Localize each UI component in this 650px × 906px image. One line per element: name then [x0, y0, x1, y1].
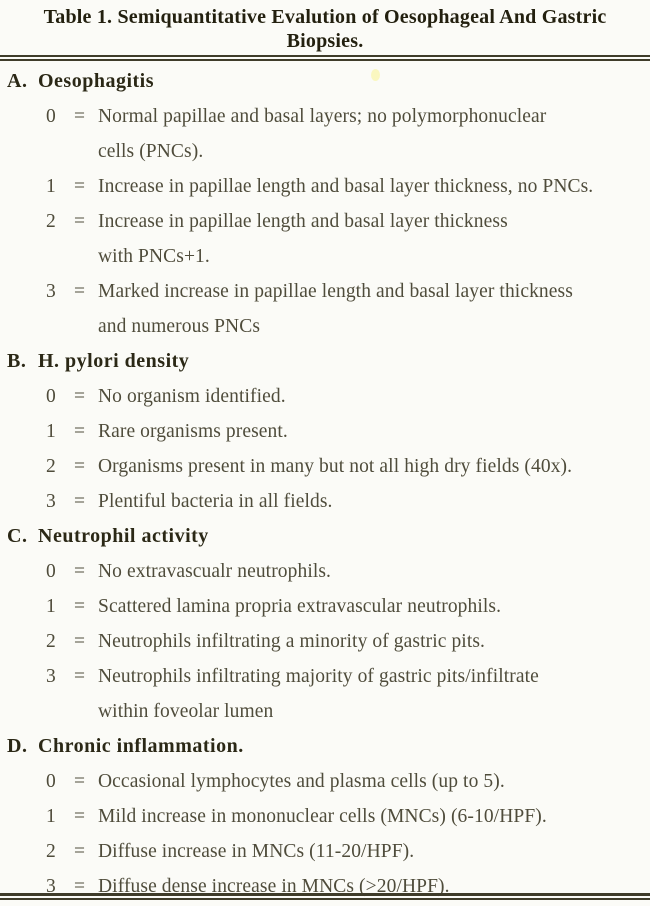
score-row: [0, 624, 650, 659]
score-description: Marked increase in papillae length and basal layer thickness: [98, 281, 573, 302]
score-value: 1: [46, 806, 56, 827]
section-heading-label: H. pylori density: [38, 350, 190, 372]
table-body: [0, 61, 650, 904]
score-row: [0, 799, 650, 834]
score-row: [0, 204, 650, 239]
score-description: Increase in papillae length and basal layer thickness, no PNCs.: [98, 176, 594, 197]
score-value: 3: [46, 666, 56, 687]
score-row: [0, 99, 650, 134]
score-value: 1: [46, 421, 56, 442]
score-description: within foveolar lumen: [98, 701, 274, 722]
score-description: Neutrophils infiltrating a minority of gastric pits.: [98, 631, 486, 652]
score-row: [0, 449, 650, 484]
table-title-line-1: Table 1. Semiquantitative Evalution of Oesophageal And Gastric: [43, 6, 607, 28]
score-description: cells (PNCs).: [98, 141, 204, 162]
score-row: [0, 554, 650, 589]
equals-sign: =: [74, 386, 86, 407]
score-row: [0, 834, 650, 869]
score-description: Organisms present in many but not all high dry fields (40x).: [98, 456, 573, 477]
equals-sign: =: [74, 841, 86, 862]
equals-sign: =: [74, 456, 86, 477]
score-row: [0, 414, 650, 449]
score-value: 1: [46, 176, 56, 197]
score-description: and numerous PNCs: [98, 316, 261, 337]
equals-sign: =: [74, 666, 86, 687]
score-description: Plentiful bacteria in all fields.: [98, 491, 333, 512]
score-row-continuation: [0, 134, 650, 169]
section-heading-label: Chronic inflammation.: [38, 735, 244, 757]
score-value: 1: [46, 596, 56, 617]
score-row-continuation: [0, 239, 650, 274]
section-heading: [0, 519, 650, 554]
scan-artifact-speck: [371, 69, 380, 81]
equals-sign: =: [74, 176, 86, 197]
score-value: 0: [46, 386, 56, 407]
section-h-pylori-density: [0, 344, 650, 519]
score-row: [0, 764, 650, 799]
section-heading: [0, 729, 650, 764]
score-description: with PNCs+1.: [98, 246, 210, 267]
section-letter: B.: [7, 350, 27, 372]
section-letter: C.: [7, 525, 28, 547]
score-row-continuation: [0, 694, 650, 729]
score-row: [0, 274, 650, 309]
score-row: [0, 484, 650, 519]
score-description: No extravascualr neutrophils.: [98, 561, 332, 582]
score-row: [0, 379, 650, 414]
score-value: 2: [46, 211, 56, 232]
section-letter: D.: [7, 735, 28, 757]
score-description: No organism identified.: [98, 386, 286, 407]
score-description: Rare organisms present.: [98, 421, 288, 442]
score-value: 2: [46, 841, 56, 862]
equals-sign: =: [74, 806, 86, 827]
score-value: 2: [46, 631, 56, 652]
equals-sign: =: [74, 106, 86, 127]
bottom-rule: [0, 893, 650, 900]
table-title: [0, 0, 650, 53]
score-value: 0: [46, 561, 56, 582]
score-value: 2: [46, 456, 56, 477]
score-value: 3: [46, 876, 56, 897]
section-heading-label: Oesophagitis: [38, 70, 155, 92]
section-neutrophil-activity: [0, 519, 650, 729]
section-heading-label: Neutrophil activity: [38, 525, 209, 547]
section-heading: [0, 344, 650, 379]
score-description: Normal papillae and basal layers; no polymorphonuclear: [98, 106, 547, 127]
score-row: [0, 169, 650, 204]
equals-sign: =: [74, 281, 86, 302]
score-description: Increase in papillae length and basal layer thickness: [98, 211, 508, 232]
score-value: 3: [46, 491, 56, 512]
section-chronic-inflammation: [0, 729, 650, 904]
score-value: 0: [46, 106, 56, 127]
section-oesophagitis: [0, 64, 650, 344]
section-heading: [0, 64, 650, 99]
score-value: 0: [46, 771, 56, 792]
score-row: [0, 589, 650, 624]
equals-sign: =: [74, 491, 86, 512]
equals-sign: =: [74, 771, 86, 792]
score-description: Mild increase in mononuclear cells (MNCs) (6-10/HPF).: [98, 806, 547, 827]
section-letter: A.: [7, 70, 28, 92]
equals-sign: =: [74, 596, 86, 617]
equals-sign: =: [74, 421, 86, 442]
score-description: Occasional lymphocytes and plasma cells (up to 5).: [98, 771, 505, 792]
equals-sign: =: [74, 631, 86, 652]
score-description: Neutrophils infiltrating majority of gastric pits/infiltrate: [98, 666, 539, 687]
score-row: [0, 659, 650, 694]
score-row-continuation: [0, 309, 650, 344]
score-description: Diffuse dense increase in MNCs (>20/HPF).: [98, 876, 450, 897]
table-title-line-2: Biopsies.: [286, 30, 364, 52]
equals-sign: =: [74, 211, 86, 232]
score-description: Diffuse increase in MNCs (11-20/HPF).: [98, 841, 415, 862]
score-description: Scattered lamina propria extravascular neutrophils.: [98, 596, 502, 617]
score-value: 3: [46, 281, 56, 302]
equals-sign: =: [74, 876, 86, 897]
equals-sign: =: [74, 561, 86, 582]
